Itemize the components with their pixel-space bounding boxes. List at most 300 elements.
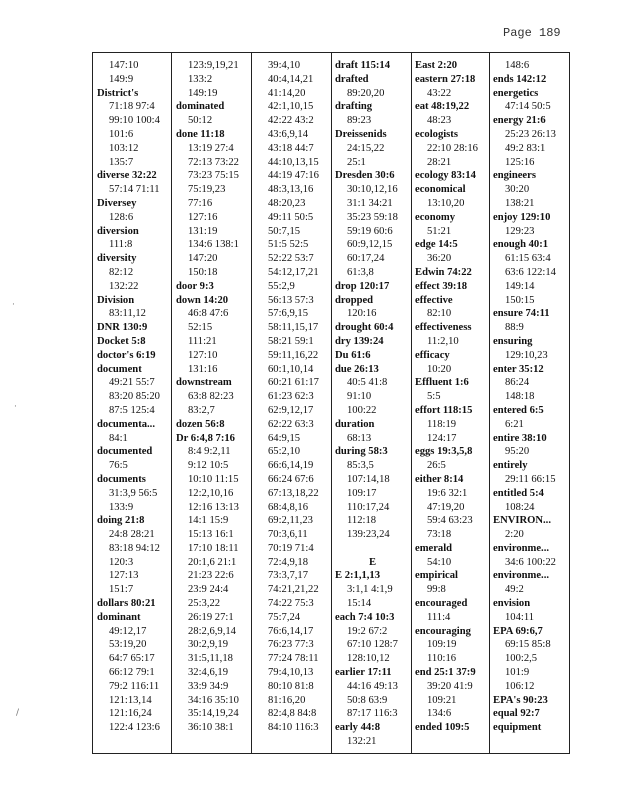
index-line: 64:7 65:17 <box>109 653 155 665</box>
index-line: 74:21,21,22 <box>268 584 319 596</box>
index-line: documents <box>97 473 146 485</box>
index-line: 150:18 <box>188 266 218 278</box>
index-line: 43:6,9,14 <box>268 128 309 140</box>
index-line: ecology 83:14 <box>415 170 476 182</box>
index-line: energetics <box>493 87 539 99</box>
index-line: 111:21 <box>188 335 217 347</box>
index-line: E 2:1,1,13 <box>335 570 381 582</box>
index-line: 112:18 <box>347 515 377 527</box>
index-line: dollars 80:21 <box>97 598 156 610</box>
index-line: 26:5 <box>427 460 446 472</box>
index-line: 66:12 79:1 <box>109 667 155 679</box>
index-line: 66:24 67:6 <box>268 473 314 485</box>
index-line: ecologists <box>415 128 458 140</box>
index-line: 148:18 <box>505 391 535 403</box>
index-line: 31:1 34:21 <box>347 197 393 209</box>
index-line: during 58:3 <box>335 446 388 458</box>
index-line: doctor's 6:19 <box>97 349 156 361</box>
index-line: 91:10 <box>347 391 372 403</box>
index-line: environme... <box>493 570 550 582</box>
index-line: 147:10 <box>109 60 139 71</box>
index-line: 83:11,12 <box>109 308 146 320</box>
index-line: 127:16 <box>188 211 218 223</box>
index-line: effectiveness <box>415 322 472 334</box>
index-line: 76:6,14,17 <box>268 625 314 637</box>
index-line: 34:16 35:10 <box>188 694 239 706</box>
index-line: downstream <box>176 377 232 389</box>
index-line: Docket 5:8 <box>97 335 146 347</box>
index-line: draft 115:14 <box>335 60 391 71</box>
index-line: Effluent 1:6 <box>415 377 469 389</box>
index-line: 58:21 59:1 <box>268 335 314 347</box>
index-line: 50:8 63:9 <box>347 694 388 706</box>
index-line: 52:22 53:7 <box>268 253 314 265</box>
index-line: 42:22 43:2 <box>268 115 314 127</box>
index-line: 6:21 <box>505 418 524 430</box>
index-line: 108:24 <box>505 501 535 513</box>
index-line: enter 35:12 <box>493 363 544 375</box>
index-line: 44:10,13,15 <box>268 156 319 168</box>
index-line: 42:1,10,15 <box>268 101 314 113</box>
index-line: 35:23 59:18 <box>347 211 398 223</box>
index-line: 60:17,24 <box>347 253 385 265</box>
index-line: 85:3,5 <box>347 460 374 472</box>
index-line: 60:9,12,15 <box>347 239 393 251</box>
index-line: 28:21 <box>427 156 452 168</box>
index-line: drop 120:17 <box>335 280 390 292</box>
index-line: 87:17 116:3 <box>347 708 398 720</box>
index-line: ends 142:12 <box>493 73 547 85</box>
index-column-5 <box>415 59 488 735</box>
index-line: 123:9,19,21 <box>188 60 239 71</box>
index-line: 28:2,6,9,14 <box>188 625 236 637</box>
index-line: 30:2,9,19 <box>188 639 229 651</box>
index-line: 57:6,9,15 <box>268 308 309 320</box>
index-line: 73:23 75:15 <box>188 170 239 182</box>
index-line: 122:4 123:6 <box>109 722 160 734</box>
index-line: entitled 5:4 <box>493 487 544 499</box>
index-line: Diversey <box>97 197 137 209</box>
index-line: 110:16 <box>427 653 457 665</box>
index-line: documented <box>97 446 153 458</box>
index-line: diversion <box>97 225 139 237</box>
index-column-1 <box>97 59 170 735</box>
index-line: 54:12,17,21 <box>268 266 319 278</box>
index-line: 13:10,20 <box>427 197 465 209</box>
index-line: drafting <box>335 101 373 113</box>
index-line: door 9:3 <box>176 280 214 292</box>
index-line: 36:10 38:1 <box>188 722 234 734</box>
index-line: 132:22 <box>109 280 139 292</box>
index-line: 49:2 83:1 <box>505 142 546 154</box>
index-line: DNR 130:9 <box>97 322 148 334</box>
index-line: 48:23 <box>427 115 452 127</box>
index-line: 40:5 41:8 <box>347 377 388 389</box>
index-line: end 25:1 37:9 <box>415 667 476 679</box>
index-line: 43:18 44:7 <box>268 142 314 154</box>
index-line: 59:19 60:6 <box>347 225 393 237</box>
index-column-2 <box>176 59 250 735</box>
index-line: 82:12 <box>109 266 134 278</box>
index-line: 77:24 78:11 <box>268 653 319 665</box>
index-line: 47:14 50:5 <box>505 101 551 113</box>
index-line: 133:2 <box>188 73 213 85</box>
index-line: equipment <box>493 722 542 734</box>
index-line: District's <box>97 87 139 99</box>
index-line: eggs 19:3,5,8 <box>415 446 473 458</box>
index-line: 124:17 <box>427 432 457 444</box>
index-line: 111:4 <box>427 611 451 623</box>
index-line: 149:9 <box>109 73 134 85</box>
index-line: 121:16,24 <box>109 708 152 720</box>
index-line: 100:2,5 <box>505 653 538 665</box>
index-line: East 2:20 <box>415 60 458 71</box>
index-line: ENVIRON... <box>493 515 551 527</box>
index-table <box>92 52 570 754</box>
index-line: diversity <box>97 253 137 265</box>
index-line: emerald <box>415 542 453 554</box>
index-line: 55:2,9 <box>268 280 295 292</box>
index-line: document <box>97 363 142 375</box>
index-line: 86:24 <box>505 377 530 389</box>
index-line: 39:20 41:9 <box>427 680 473 692</box>
index-line: envision <box>493 598 531 610</box>
index-line: 43:22 <box>427 87 452 99</box>
index-line: 9:12 10:5 <box>188 460 229 472</box>
index-line: 33:9 34:9 <box>188 680 229 692</box>
index-line: 59:4 63:23 <box>427 515 473 527</box>
index-line: 19:2 67:2 <box>347 625 388 637</box>
index-line: 71:18 97:4 <box>109 101 155 113</box>
index-line: duration <box>335 418 375 430</box>
index-line: 68:13 <box>347 432 372 444</box>
index-line: Dreissenids <box>335 128 387 140</box>
index-line: enough 40:1 <box>493 239 549 251</box>
index-line: doing 21:8 <box>97 515 145 527</box>
index-column-3 <box>256 59 330 735</box>
index-line: Du 61:6 <box>335 349 371 361</box>
index-line: 11:2,10 <box>427 335 459 347</box>
index-line: economical <box>415 184 466 196</box>
index-line: 128:6 <box>109 211 134 223</box>
index-line: 12:16 13:13 <box>188 501 239 513</box>
index-line: eastern 27:18 <box>415 73 476 85</box>
index-line: earlier 17:11 <box>335 667 392 679</box>
index-line: 60:21 61:17 <box>268 377 319 389</box>
index-line: 10:10 11:15 <box>188 473 239 485</box>
index-line: 26:19 27:1 <box>188 611 234 623</box>
index-line: 79:2 116:11 <box>109 680 160 692</box>
index-line: 74:22 75:3 <box>268 598 314 610</box>
index-line: 128:10,12 <box>347 653 390 665</box>
index-line: 15:14 <box>347 598 372 610</box>
index-line: 5:5 <box>427 391 441 403</box>
index-line <box>335 542 410 556</box>
index-line: 47:19,20 <box>427 501 465 513</box>
index-line: 139:23,24 <box>347 529 390 541</box>
index-line: 70:19 71:4 <box>268 542 314 554</box>
index-line: diverse 32:22 <box>97 170 157 182</box>
index-line: 81:16,20 <box>268 694 306 706</box>
index-line: 132:21 <box>347 736 377 748</box>
index-line: 48:20,23 <box>268 197 306 209</box>
index-line: 49:2 <box>505 584 524 596</box>
index-line: 138:21 <box>505 197 535 209</box>
margin-mark: · <box>12 300 15 310</box>
index-line: 149:19 <box>188 87 218 99</box>
index-line: 84:10 116:3 <box>268 722 319 734</box>
index-line: 103:12 <box>109 142 139 154</box>
index-line: 44:19 47:16 <box>268 170 319 182</box>
index-line: 68:4,8,16 <box>268 501 309 513</box>
index-line: 24:15,22 <box>347 142 385 154</box>
index-line: ensuring <box>493 335 533 347</box>
index-line: documenta... <box>97 418 155 430</box>
column-divider <box>331 53 332 753</box>
index-line: 82:10 <box>427 308 452 320</box>
index-line: 8:4 9:2,11 <box>188 446 231 458</box>
index-line: economy <box>415 211 456 223</box>
index-line: dominated <box>176 101 225 113</box>
index-line: 34:6 100:22 <box>505 556 556 568</box>
index-line: 44:16 49:13 <box>347 680 398 692</box>
index-line: 125:16 <box>505 156 535 168</box>
index-line: entirely <box>493 460 528 472</box>
index-line: 150:15 <box>505 294 535 306</box>
index-line: 79:4,10,13 <box>268 667 314 679</box>
index-line: Division <box>97 294 135 306</box>
index-line: Dr 6:4,8 7:16 <box>176 432 235 444</box>
index-line: 135:7 <box>109 156 134 168</box>
margin-mark: · <box>14 402 17 412</box>
index-line: 62:9,12,17 <box>268 404 314 416</box>
index-line: 129:23 <box>505 225 535 237</box>
index-line: drought 60:4 <box>335 322 394 334</box>
index-line: 99:10 100:4 <box>109 115 160 127</box>
index-line: 56:13 57:3 <box>268 294 314 306</box>
index-line: 12:2,10,16 <box>188 487 234 499</box>
index-line: 39:4,10 <box>268 60 301 71</box>
index-line: 127:13 <box>109 570 139 582</box>
index-line: 127:10 <box>188 349 218 361</box>
index-line: 61:15 63:4 <box>505 253 551 265</box>
index-line: 101:9 <box>505 667 530 679</box>
index-line: 21:23 22:6 <box>188 570 234 582</box>
index-line: 111:8 <box>109 239 133 251</box>
index-line: energy 21:6 <box>493 115 546 127</box>
index-line: 66:6,14,19 <box>268 460 314 472</box>
index-line: 84:1 <box>109 432 128 444</box>
index-line: effort 118:15 <box>415 404 473 416</box>
index-line: 106:12 <box>505 680 535 692</box>
index-line: 41:14,20 <box>268 87 306 99</box>
index-line: effective <box>415 294 453 306</box>
index-line: 131:19 <box>188 225 218 237</box>
index-line: 120:16 <box>347 308 377 320</box>
index-line: Edwin 74:22 <box>415 266 472 278</box>
index-line: 63:8 82:23 <box>188 391 234 403</box>
index-line: 70:3,6,11 <box>268 529 308 541</box>
index-line: 30:10,12,16 <box>347 184 398 196</box>
index-line: 69:2,11,23 <box>268 515 313 527</box>
index-line: 75:7,24 <box>268 611 301 623</box>
index-line: 13:19 27:4 <box>188 142 234 154</box>
index-line: 89:23 <box>347 115 372 127</box>
index-line: encouraged <box>415 598 468 610</box>
index-line: 49:11 50:5 <box>268 211 314 223</box>
index-line: EPA 69:6,7 <box>493 625 543 637</box>
index-line: done 11:18 <box>176 128 225 140</box>
index-line: 50:7,15 <box>268 225 301 237</box>
index-line: 52:15 <box>188 322 213 334</box>
index-line: 60:1,10,14 <box>268 363 314 375</box>
index-line: 134:6 138:1 <box>188 239 239 251</box>
column-divider <box>251 53 252 753</box>
index-line: effect 39:18 <box>415 280 468 292</box>
page-number: Page 189 <box>503 26 561 40</box>
index-line: dry 139:24 <box>335 335 384 347</box>
index-line: encouraging <box>415 625 471 637</box>
index-line: dominant <box>97 611 141 623</box>
index-line: 31:3,9 56:5 <box>109 487 158 499</box>
index-line: 3:1,1 4:1,9 <box>347 584 393 596</box>
margin-mark: / <box>16 708 20 718</box>
index-line: 87:5 125:4 <box>109 404 155 416</box>
index-line: 120:3 <box>109 556 134 568</box>
index-line: 25:23 26:13 <box>505 128 556 140</box>
column-divider <box>489 53 490 753</box>
index-line: 31:5,11,18 <box>188 653 233 665</box>
index-line: 95:20 <box>505 446 530 458</box>
index-line: 109:17 <box>347 487 377 499</box>
index-line: 30:20 <box>505 184 530 196</box>
index-line: 83:18 94:12 <box>109 542 160 554</box>
index-line: eat 48:19,22 <box>415 101 470 113</box>
index-line: 17:10 18:11 <box>188 542 239 554</box>
index-line: 75:19,23 <box>188 184 226 196</box>
index-line: 15:13 16:1 <box>188 529 234 541</box>
index-line: 25:1 <box>347 156 366 168</box>
index-line: 32:4,6,19 <box>188 667 229 679</box>
index-line: 23:9 24:4 <box>188 584 229 596</box>
index-line: 10:20 <box>427 363 452 375</box>
index-line: 49:12,17 <box>109 625 147 637</box>
index-line: down 14:20 <box>176 294 229 306</box>
index-line: 77:16 <box>188 197 213 209</box>
index-line: 63:6 122:14 <box>505 266 556 278</box>
index-line: 72:4,9,18 <box>268 556 309 568</box>
index-line: edge 14:5 <box>415 239 458 251</box>
index-line: engineers <box>493 170 536 182</box>
index-line: 100:22 <box>347 404 377 416</box>
index-line: 129:10,23 <box>505 349 548 361</box>
index-line: 36:20 <box>427 253 452 265</box>
column-divider <box>171 53 172 753</box>
column-divider <box>411 53 412 753</box>
index-line: 14:1 15:9 <box>188 515 229 527</box>
index-line: 20:1,6 21:1 <box>188 556 237 568</box>
index-line: 83:20 85:20 <box>109 391 160 403</box>
index-column-6 <box>493 59 568 735</box>
index-line: each 7:4 10:3 <box>335 611 395 623</box>
index-line: 51:5 52:5 <box>268 239 309 251</box>
index-line: entire 38:10 <box>493 432 547 444</box>
index-line: 67:13,18,22 <box>268 487 319 499</box>
index-line: 121:13,14 <box>109 694 152 706</box>
index-line: dozen 56:8 <box>176 418 225 430</box>
index-line: dropped <box>335 294 374 306</box>
index-line: 133:9 <box>109 501 134 513</box>
index-line: 67:10 128:7 <box>347 639 398 651</box>
index-line: 19:6 32:1 <box>427 487 468 499</box>
index-line: Dresden 30:6 <box>335 170 395 182</box>
index-line: 101:6 <box>109 128 134 140</box>
index-line: 118:19 <box>427 418 457 430</box>
index-line: 83:2,7 <box>188 404 215 416</box>
index-line: 62:22 63:3 <box>268 418 314 430</box>
index-line: 64:9,15 <box>268 432 301 444</box>
index-line: 109:21 <box>427 694 457 706</box>
index-line: ended 109:5 <box>415 722 470 734</box>
index-line: environme... <box>493 542 550 554</box>
index-line: ensure 74:11 <box>493 308 550 320</box>
index-line: 73:3,7,17 <box>268 570 309 582</box>
index-line: enjoy 129:10 <box>493 211 551 223</box>
index-line: 46:8 47:6 <box>188 308 229 320</box>
index-line: 104:11 <box>505 611 535 623</box>
index-line: 131:16 <box>188 363 218 375</box>
index-line: either 8:14 <box>415 473 464 485</box>
index-line: 54:10 <box>427 556 452 568</box>
index-column-4 <box>335 59 410 749</box>
index-line: 58:11,15,17 <box>268 322 319 334</box>
index-line: 76:23 77:3 <box>268 639 314 651</box>
index-line: entered 6:5 <box>493 404 544 416</box>
index-line: 73:18 <box>427 529 452 541</box>
index-line: 148:6 <box>505 60 530 71</box>
index-line: equal 92:7 <box>493 708 540 720</box>
index-line: 51:21 <box>427 225 452 237</box>
index-line: 151:7 <box>109 584 134 596</box>
index-line: 49:21 55:7 <box>109 377 155 389</box>
index-line: 24:8 28:21 <box>109 529 155 541</box>
index-line: 88:9 <box>505 322 524 334</box>
index-line: early 44:8 <box>335 722 381 734</box>
index-line: 147:20 <box>188 253 218 265</box>
index-line: 22:10 28:16 <box>427 142 478 154</box>
index-line: 57:14 71:11 <box>109 184 160 196</box>
index-line: 80:10 81:8 <box>268 680 314 692</box>
index-line: EPA's 90:23 <box>493 694 548 706</box>
index-line: 48:3,13,16 <box>268 184 314 196</box>
index-line: 76:5 <box>109 460 128 472</box>
index-line: 134:6 <box>427 708 452 720</box>
index-line: 61:23 62:3 <box>268 391 314 403</box>
index-line: 25:3,22 <box>188 598 221 610</box>
index-line: 72:13 73:22 <box>188 156 239 168</box>
index-line: 53:19,20 <box>109 639 147 651</box>
index-line: 59:11,16,22 <box>268 349 319 361</box>
index-line: 50:12 <box>188 115 213 127</box>
index-line: E <box>368 556 377 568</box>
index-line: 61:3,8 <box>347 266 374 278</box>
index-line: 69:15 85:8 <box>505 639 551 651</box>
index-line: 89:20,20 <box>347 87 385 99</box>
index-line: 107:14,18 <box>347 473 390 485</box>
index-line: 82:4,8 84:8 <box>268 708 317 720</box>
index-line: drafted <box>335 73 369 85</box>
index-line: empirical <box>415 570 458 582</box>
